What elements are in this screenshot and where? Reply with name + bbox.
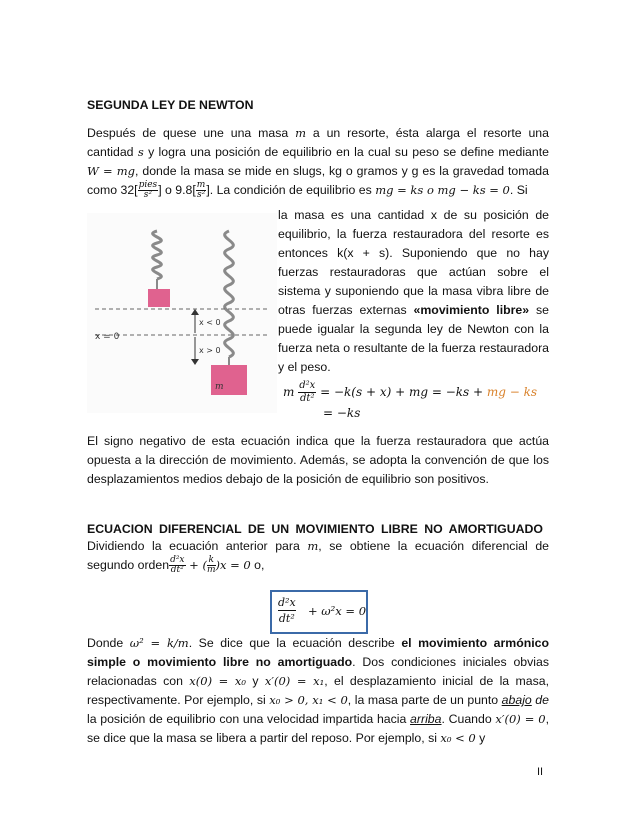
math-omega: ω² = k/m (129, 636, 189, 650)
math-expression: = −k(s + x) + mg = −ks + (320, 385, 487, 399)
text-bold: el movimiento armónico simple o movimiento libre no amortiguado (87, 636, 550, 669)
math-weight: W = mg (87, 164, 136, 178)
math-op: + ( (185, 558, 207, 572)
math-x0: x(0) = x₀ (189, 674, 246, 688)
section-title-newton: SEGUNDA LEY DE NEWTON (87, 98, 254, 112)
label-xlt0: x < 0 (199, 318, 221, 327)
text: ]. La condición de equilibrio es (206, 183, 376, 197)
label-xgt0: x > 0 (199, 346, 221, 355)
fraction-pies-s2: $\frac{\text{pies}}{\text{s²}}$ (138, 180, 158, 201)
text: . Cuando (441, 712, 496, 726)
text: Después de quese une una masa (87, 126, 296, 140)
text: , el desplazamiento inicial de la masa, respectivamente. Por ejemplo, si (87, 674, 549, 707)
text-arriba: arriba (410, 712, 442, 726)
box-num: d²x (278, 596, 296, 609)
paragraph-sign: El signo negativo de esta ecuación indica que la fuerza restauradora que actúa opuesta a la dirección de movimiento. Además, se adopta la convención de que los desplazamientos medios debajo de la posición de equilibrio son positivos. (87, 434, 549, 486)
fraction-d2x-dt2: $\frac{\text{d²x}}{\text{dt²}}$ (299, 380, 316, 404)
text: y logra una posición de equilibrio en la cual su peso se define mediante (143, 145, 549, 159)
math-last: x₀ < 0 (440, 731, 476, 745)
math-ode-rest: )x = 0 (215, 558, 251, 572)
fraction-ode: $\frac{\text{d²x}}{\text{dt²}}$ (170, 555, 185, 576)
text: , se dice que la masa se libera a partir del reposo. Por ejemplo, si (87, 712, 549, 745)
boxed-equation (270, 590, 368, 634)
text: . Dos condiciones iniciales obvias relacionadas con (87, 655, 549, 688)
paragraph-restoring-force (278, 206, 549, 377)
text-abajo: abajo (501, 693, 532, 707)
math-m: m (307, 539, 319, 553)
text: Dividiendo la ecuación anterior para (87, 539, 308, 553)
paragraph-dividing (87, 537, 549, 575)
paragraph-intro (87, 124, 549, 200)
mass-block-top (148, 289, 170, 307)
text: . Se dice que la ecuación describe (188, 636, 402, 650)
math-m: m (295, 126, 306, 140)
text: Donde (87, 636, 130, 650)
page-number: II (537, 766, 544, 778)
text: la masa es una cantidad x de su posición de equilibrio, la fuerza restauradora del resorte es entonces k(x + s). Suponiendo que no hay fuerzas restauradoras que actúan sobre el sistema y suponiendo que la masa vibra libre de otras fuerzas externas (278, 208, 549, 317)
text: , la masa parte de un punto (347, 693, 502, 707)
math-result: = −ks (323, 406, 361, 420)
text: la posición de equilibrio con una velocidad impartida hacia (87, 712, 411, 726)
math-condition: x₀ > 0, x₁ < 0 (269, 693, 348, 707)
text: o, (250, 558, 265, 572)
text: y (475, 731, 486, 745)
text: y (246, 674, 265, 688)
fraction-k-m: $\frac{k}{m}$ (206, 555, 216, 576)
equation-newton (283, 376, 553, 424)
text: se puede igualar la segunda ley de Newton con la fuerza neta o resultante de la fuerza restauradora y el peso. (278, 303, 549, 374)
text: , donde la masa se mide en slugs, kg o gramos y g es la gravedad tomada como 32[ (87, 164, 549, 197)
box-rest: + ω²x = 0 (308, 604, 367, 618)
math-rest: x′(0) = 0 (495, 712, 546, 726)
text-bold: «movimiento libre» (413, 303, 530, 317)
section-title-ode: ECUACION DIFERENCIAL DE UN MOVIMIENTO LIBRE NO AMORTIGUADO (87, 522, 543, 536)
fraction-m-s2: $\frac{m}{\text{s²}}$ (196, 180, 206, 201)
text: ] o 9.8[ (158, 183, 196, 197)
text-de: de (535, 693, 549, 707)
text: . Si (509, 183, 528, 197)
box-den: dt² (278, 612, 295, 625)
math-s: s (137, 145, 144, 159)
spring-mass-figure (87, 213, 277, 413)
paragraph-harmonic (87, 634, 549, 748)
math-m: m (283, 385, 295, 399)
text: a un resorte, ésta alarga el resorte una cantidad (87, 126, 549, 159)
math-highlight: mg − ks (486, 385, 538, 399)
text: , se obtiene la ecuación diferencial de segundo orden (87, 539, 549, 572)
math-equilibrium: mg = ks o mg − ks = 0 (375, 183, 510, 197)
math-x1: x′(0) = x₁ (264, 674, 325, 688)
label-x0: x = 0 (95, 332, 120, 342)
label-m: m (215, 382, 224, 392)
